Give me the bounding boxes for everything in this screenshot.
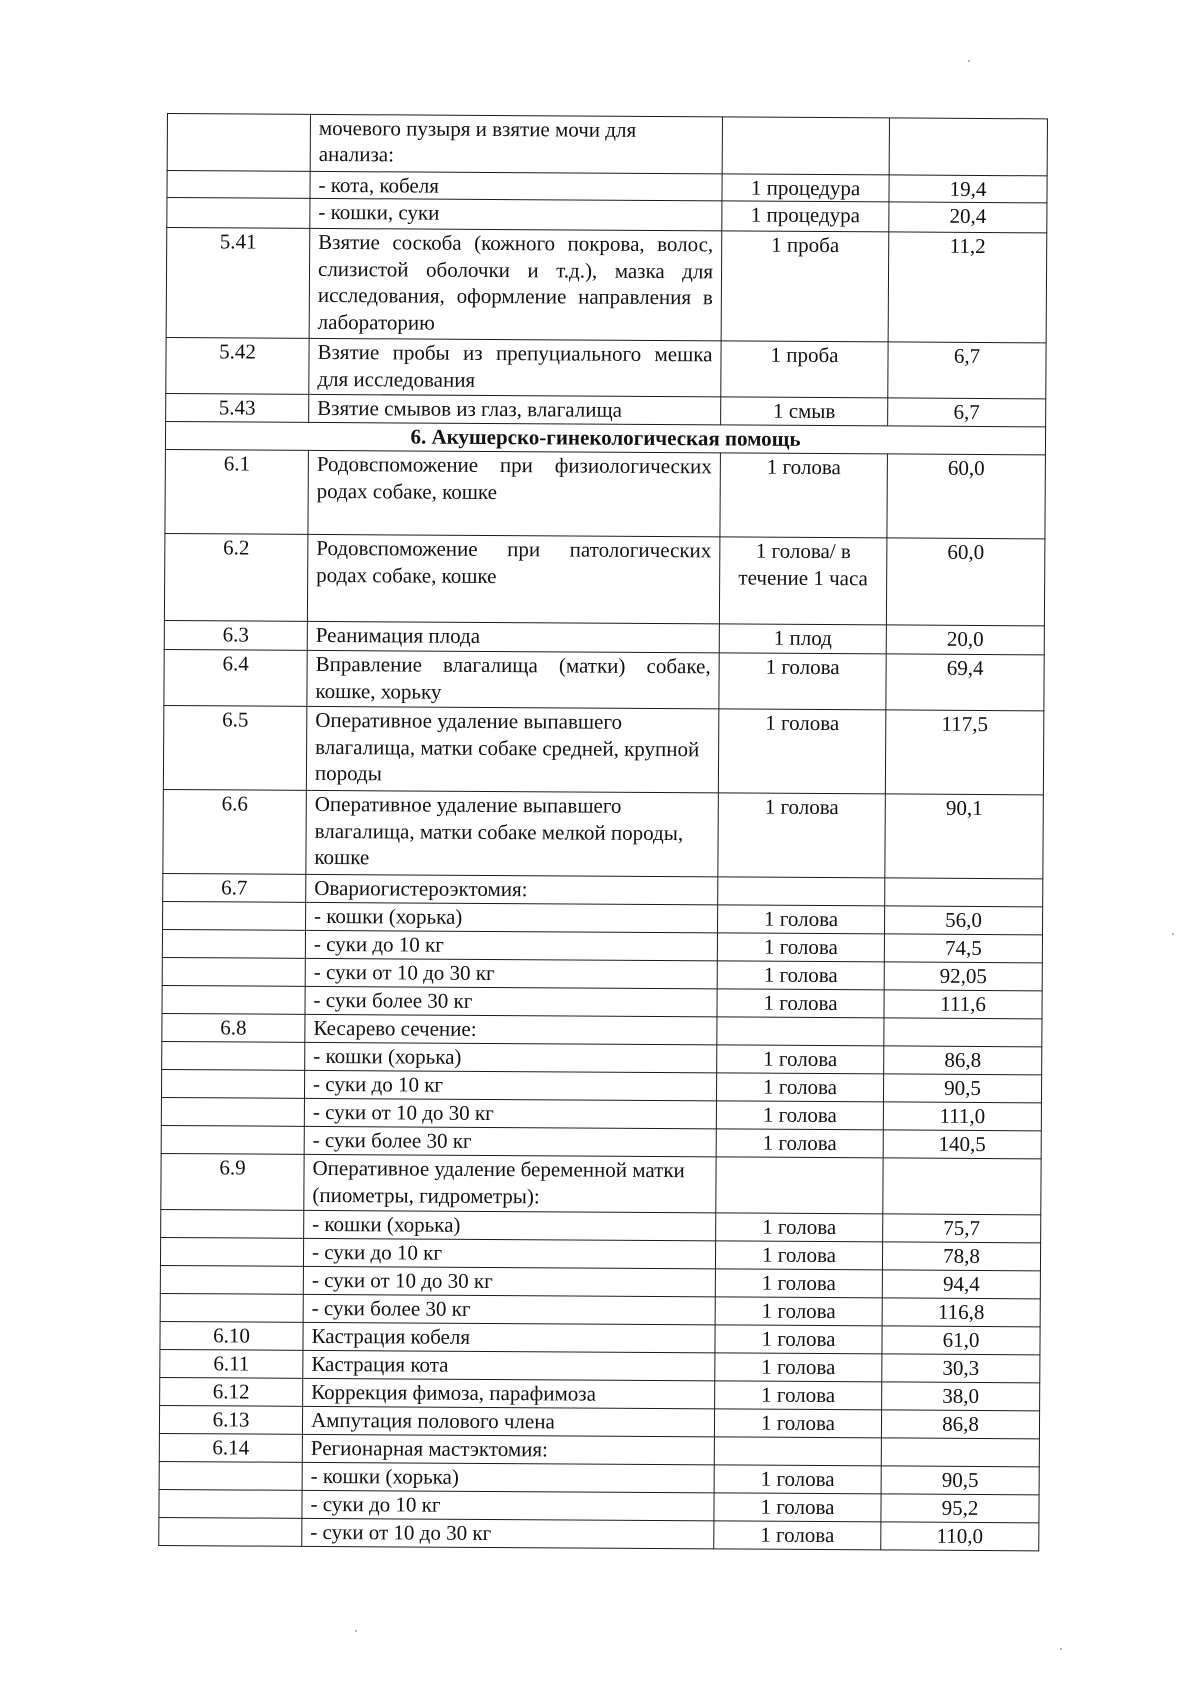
service-name: Взятие смывов из глаз, влагалища [309, 395, 721, 426]
unit-cell: 1 голова [719, 653, 886, 710]
service-name: - суки более 30 кг [303, 1295, 715, 1326]
service-name: - суки от 10 до 30 кг [305, 959, 717, 990]
price-table [158, 113, 1048, 1552]
price-cell: 92,05 [884, 962, 1042, 991]
service-name: Овариогистероэктомия: [306, 875, 718, 906]
row-number [160, 1238, 303, 1267]
price-cell: 116,8 [882, 1298, 1040, 1327]
row-number [163, 902, 306, 931]
price-cell: 6,7 [888, 342, 1046, 399]
unit-cell: 1 голова [715, 1241, 882, 1270]
service-name: Оперативное удаление выпавшего влагалища, матки собаке средней, крупной породы [306, 707, 719, 794]
price-cell: 90,1 [885, 794, 1044, 879]
price-cell: 78,8 [882, 1242, 1040, 1271]
unit-cell: 1 голова [717, 961, 884, 990]
row-number [167, 171, 310, 199]
price-cell: 60,0 [887, 454, 1046, 539]
unit-cell: 1 проба [721, 231, 889, 342]
price-cell: 94,4 [882, 1270, 1040, 1299]
unit-cell: 1 голова [714, 1409, 881, 1438]
price-cell: 56,0 [884, 906, 1042, 935]
row-number: 6.6 [163, 790, 307, 875]
unit-cell [717, 1017, 884, 1046]
service-name: - кошки (хорька) [305, 1043, 717, 1074]
table-row [164, 534, 1045, 626]
service-name: - кошки (хорька) [306, 903, 718, 934]
price-cell: 20,0 [886, 625, 1044, 655]
unit-cell: 1 голова [715, 1381, 882, 1410]
scan-speck [1172, 933, 1174, 935]
service-name: Кесарево сечение: [305, 1015, 717, 1046]
service-name: - суки до 10 кг [305, 931, 717, 962]
table-row [167, 114, 1047, 176]
price-cell: 111,6 [884, 990, 1042, 1019]
row-number: 6.2 [164, 534, 308, 622]
unit-cell: 1 проба [721, 341, 888, 398]
unit-cell: 1 голова [714, 1521, 881, 1550]
unit-cell: 1 голова [714, 1493, 881, 1522]
unit-cell: 1 голова/ в течение 1 часа [719, 537, 887, 625]
price-cell: 90,5 [881, 1466, 1039, 1495]
service-name: Оперативное удаление беременной матки (пиометры, гидрометры): [304, 1155, 716, 1214]
price-cell: 111,0 [883, 1102, 1041, 1131]
unit-cell [716, 1157, 883, 1214]
unit-cell: 1 голова [718, 793, 886, 878]
price-cell: 69,4 [886, 654, 1044, 711]
unit-cell: 1 голова [717, 905, 884, 934]
unit-cell: 1 голова [720, 453, 888, 538]
unit-cell: 1 голова [716, 1101, 883, 1130]
unit-cell: 1 голова [717, 989, 884, 1018]
row-number [161, 1098, 304, 1127]
unit-cell: 1 голова [715, 1325, 882, 1354]
service-name: - суки от 10 до 30 кг [303, 1267, 715, 1298]
price-cell: 19,4 [889, 175, 1047, 203]
row-number: 6.11 [160, 1350, 303, 1379]
row-number [161, 1210, 304, 1239]
service-name: Родовспоможение при физиологических родах собаке, кошке [308, 451, 721, 538]
service-name: - суки более 30 кг [304, 1127, 716, 1158]
table-row [165, 450, 1045, 539]
unit-cell: 1 голова [718, 709, 886, 794]
row-number [161, 1070, 304, 1099]
service-name: - суки от 10 до 30 кг [304, 1099, 716, 1130]
row-number [167, 114, 310, 172]
unit-cell: 1 голова [714, 1465, 881, 1494]
row-number [162, 958, 305, 987]
service-name: Родовспоможение при патологических родах собаке, кошке [307, 535, 720, 625]
row-number: 5.43 [166, 394, 309, 423]
unit-cell: 1 голова [715, 1353, 882, 1382]
service-name: - суки более 30 кг [305, 987, 717, 1018]
row-number [159, 1462, 302, 1491]
service-name: - суки до 10 кг [302, 1491, 714, 1522]
service-name: - суки до 10 кг [304, 1071, 716, 1102]
price-cell: 11,2 [888, 232, 1047, 343]
row-number: 6.13 [159, 1406, 302, 1435]
service-name: - кошки (хорька) [302, 1463, 714, 1494]
service-name: Регионарная мастэктомия: [302, 1435, 714, 1466]
unit-cell [722, 117, 889, 175]
row-number: 6.9 [161, 1154, 304, 1211]
service-name: - кошки (хорька) [304, 1211, 716, 1242]
service-name: Кастрация кобеля [303, 1323, 715, 1354]
service-name: Взятие пробы из препуциального мешка для исследования [309, 339, 721, 398]
unit-cell: 1 голова [717, 933, 884, 962]
table-row [166, 338, 1046, 399]
service-name: - кота, кобеля [310, 171, 722, 201]
price-cell: 140,5 [883, 1130, 1041, 1159]
row-number [159, 1518, 302, 1547]
section-title: 6. Акушерско-гинекологическая помощь [165, 422, 1045, 455]
unit-cell: 1 голова [715, 1297, 882, 1326]
service-name: Коррекция фимоза, парафимоза [303, 1379, 715, 1410]
price-cell: 86,8 [881, 1410, 1039, 1439]
row-number [162, 1042, 305, 1071]
price-cell: 90,5 [883, 1074, 1041, 1103]
price-cell: 61,0 [882, 1326, 1040, 1355]
row-number: 6.12 [160, 1378, 303, 1407]
service-name: Кастрация кота [303, 1351, 715, 1382]
service-name: - кошки, суки [310, 199, 722, 232]
price-cell: 110,0 [881, 1522, 1039, 1551]
row-number [160, 1266, 303, 1295]
row-number: 6.4 [164, 650, 307, 707]
service-name: мочевого пузыря и взятие мочи для анализа: [310, 114, 722, 174]
unit-cell: 1 голова [716, 1073, 883, 1102]
price-cell: 38,0 [882, 1382, 1040, 1411]
row-number: 6.10 [160, 1322, 303, 1351]
service-name: - суки от 10 до 30 кг [302, 1519, 714, 1550]
table-row [163, 790, 1043, 879]
price-cell: 20,4 [889, 202, 1047, 233]
price-cell: 117,5 [885, 710, 1044, 795]
row-number: 6.8 [162, 1014, 305, 1043]
unit-cell: 1 голова [716, 1213, 883, 1242]
row-number [159, 1490, 302, 1519]
row-number [160, 1294, 303, 1323]
row-number: 6.7 [163, 874, 306, 903]
price-cell: 6,7 [888, 398, 1046, 427]
table-row [161, 1154, 1041, 1215]
table-row [159, 1518, 1039, 1551]
scan-speck [355, 1630, 357, 1632]
row-number [167, 198, 310, 229]
price-cell: 75,7 [883, 1214, 1041, 1243]
row-number: 5.41 [166, 228, 310, 339]
service-name: - суки до 10 кг [303, 1239, 715, 1270]
row-number [161, 1126, 304, 1155]
unit-cell: 1 смыв [721, 397, 888, 426]
unit-cell: 1 голова [717, 1045, 884, 1074]
price-cell [881, 1438, 1039, 1467]
scan-speck [968, 60, 970, 62]
price-cell [889, 118, 1047, 176]
table-row [164, 650, 1044, 711]
unit-cell [718, 877, 885, 906]
price-cell [883, 1158, 1041, 1215]
price-cell [884, 1018, 1042, 1047]
unit-cell [714, 1437, 881, 1466]
price-cell [885, 878, 1043, 907]
row-number [162, 930, 305, 959]
row-number: 6.1 [165, 450, 309, 535]
service-name: Реанимация плода [307, 622, 719, 654]
scan-speck [1060, 1648, 1062, 1650]
row-number: 6.3 [164, 621, 307, 651]
price-cell: 74,5 [884, 934, 1042, 963]
row-number: 6.5 [163, 706, 307, 791]
row-number [162, 986, 305, 1015]
price-cell: 30,3 [882, 1354, 1040, 1383]
service-name: Взятие соскоба (кожного покрова, волос, слизистой оболочки и т.д.), мазка для исследования, оформление направления в лабораторию [309, 229, 722, 342]
table-row [166, 228, 1047, 343]
unit-cell: 1 голова [716, 1129, 883, 1158]
price-cell: 86,8 [884, 1046, 1042, 1075]
unit-cell: 1 процедура [722, 201, 889, 232]
service-name: Оперативное удаление выпавшего влагалища, матки собаке мелкой породы, кошке [306, 791, 719, 878]
service-name: Вправление влагалища (матки) собаке, кошке, хорьку [307, 651, 719, 710]
unit-cell: 1 процедура [722, 174, 889, 202]
unit-cell: 1 голова [715, 1269, 882, 1298]
row-number: 6.14 [159, 1434, 302, 1463]
service-name: Ампутация полового члена [302, 1407, 714, 1438]
row-number: 5.42 [166, 338, 309, 395]
table-row [163, 706, 1043, 795]
price-cell: 60,0 [886, 538, 1045, 626]
unit-cell: 1 плод [719, 624, 886, 654]
price-cell: 95,2 [881, 1494, 1039, 1523]
